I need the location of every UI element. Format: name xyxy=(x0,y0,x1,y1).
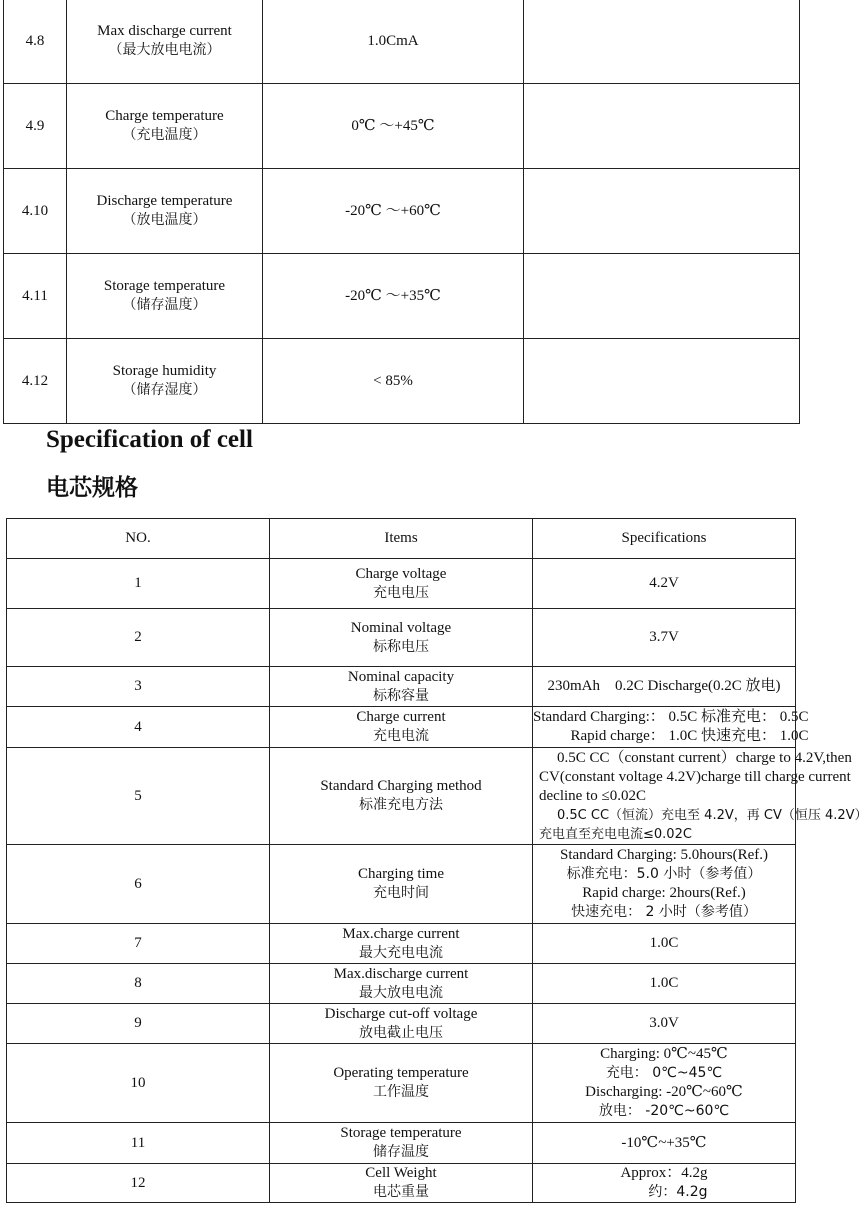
row-number: 8 xyxy=(7,964,270,1004)
section-title-zh: 电芯规格 xyxy=(46,475,138,501)
spec-cell xyxy=(533,845,796,924)
spec-cell: 0℃ ～+45℃ xyxy=(263,84,524,169)
spec-line: 充电直至充电电流≤0.02C xyxy=(539,826,692,842)
spec-line: 4.2V xyxy=(649,575,679,591)
item-zh: 标称电压 xyxy=(373,638,429,655)
item-cell xyxy=(270,667,533,707)
item-cell xyxy=(270,1004,533,1044)
item-cell xyxy=(270,964,533,1004)
table-row xyxy=(7,667,796,707)
table-row xyxy=(7,1123,796,1164)
item-en: Charge voltage xyxy=(355,565,447,582)
spec-line: decline to ≤0.02C xyxy=(539,787,646,804)
item-zh: （储存温度） xyxy=(122,297,207,313)
item-zh: 充电电流 xyxy=(373,728,429,744)
spec-line: Standard Charging:： 0.5C 标准充电： 0.5C xyxy=(533,709,809,725)
spec-line: 0.5C CC（恒流）充电至 4.2V，再 CV（恒压 4.2V） xyxy=(557,807,868,823)
item-cell xyxy=(270,924,533,964)
item-en: Nominal capacity xyxy=(347,668,455,685)
header-specifications: Specifications xyxy=(533,519,796,559)
table-header-row xyxy=(7,519,796,559)
row-number: 11 xyxy=(7,1123,270,1164)
spec-cell: 1.0CmA xyxy=(263,0,524,84)
spec-cell xyxy=(533,1164,796,1203)
spec-line: 1.0C xyxy=(649,975,679,991)
item-cell xyxy=(270,748,533,845)
item-en: Charge current xyxy=(356,709,446,725)
section-title-en: Specification of cell xyxy=(46,426,253,453)
item-en: Storage temperature xyxy=(103,278,226,294)
remark-cell xyxy=(524,0,800,84)
row-number: 5 xyxy=(7,748,270,845)
spec-line: Rapid charge： 1.0C 快速充电： 1.0C xyxy=(570,728,809,744)
item-cell xyxy=(270,1164,533,1203)
row-number: 3 xyxy=(7,667,270,707)
item-cell xyxy=(67,84,263,169)
item-cell xyxy=(270,559,533,609)
table-row xyxy=(4,254,800,339)
table-row xyxy=(7,1164,796,1203)
table-row xyxy=(4,0,800,84)
row-number: 4 xyxy=(7,707,270,748)
item-zh: 电芯重量 xyxy=(373,1184,429,1200)
item-en: Cell Weight xyxy=(365,1165,437,1181)
item-en: Charge temperature xyxy=(105,108,224,124)
item-en: Standard Charging method xyxy=(320,778,482,794)
spec-line: Approx：4.2g xyxy=(620,1165,708,1181)
item-cell xyxy=(270,1123,533,1164)
table-row xyxy=(7,964,796,1004)
table-row xyxy=(7,707,796,748)
item-en: Storage humidity xyxy=(112,363,217,379)
table-row xyxy=(4,84,800,169)
remark-cell xyxy=(524,169,800,254)
spec-line: 3.7V xyxy=(649,629,679,645)
item-cell xyxy=(270,609,533,667)
table-row xyxy=(7,748,796,845)
item-zh: 标准充电方法 xyxy=(359,797,443,813)
item-en: Discharge cut-off voltage xyxy=(324,1005,478,1022)
item-en: Max.charge current xyxy=(342,925,460,942)
spec-line: Rapid charge: 2hours(Ref.) xyxy=(582,885,746,901)
item-en: Max discharge current xyxy=(97,23,232,39)
spec-line: 标准充电：5.0 小时（参考值） xyxy=(566,866,762,882)
row-number: 4.9 xyxy=(4,84,67,169)
item-zh: （最大放电电流） xyxy=(108,42,221,58)
spec-cell xyxy=(533,1044,796,1123)
item-en: Storage temperature xyxy=(340,1125,462,1141)
item-en: Operating temperature xyxy=(333,1065,469,1081)
item-cell xyxy=(270,845,533,924)
spec-line: 约：4.2g xyxy=(648,1184,708,1200)
item-cell xyxy=(270,1044,533,1123)
table-row xyxy=(4,169,800,254)
spec-line: 放电： -20℃~60℃ xyxy=(598,1103,730,1119)
row-number: 12 xyxy=(7,1164,270,1203)
spec-line: 230mAh 0.2C Discharge(0.2C 放电) xyxy=(547,678,781,694)
item-zh: （充电温度） xyxy=(122,127,207,143)
row-number: 2 xyxy=(7,609,270,667)
item-en: Nominal voltage xyxy=(350,619,452,636)
spec-cell: -20℃ ～+35℃ xyxy=(263,254,524,339)
row-number: 9 xyxy=(7,1004,270,1044)
spec-cell: < 85% xyxy=(263,339,524,424)
spec-cell xyxy=(533,609,796,667)
spec-line: 0.5C CC（constant current）charge to 4.2V,then xyxy=(557,749,852,766)
item-zh: （放电温度） xyxy=(122,212,207,228)
spec-cell xyxy=(533,1004,796,1044)
spec-cell xyxy=(533,707,809,748)
table-row xyxy=(7,559,796,609)
spec-line: 充电： 0℃~45℃ xyxy=(605,1065,723,1081)
header-items: Items xyxy=(270,519,533,559)
header-no: NO. xyxy=(7,519,270,559)
table-row xyxy=(7,1044,796,1123)
cell-spec-table xyxy=(6,518,868,1203)
item-en: Max.discharge current xyxy=(333,965,469,982)
remark-cell xyxy=(524,254,800,339)
row-number: 6 xyxy=(7,845,270,924)
item-en: Discharge temperature xyxy=(96,193,233,209)
row-number: 1 xyxy=(7,559,270,609)
remark-cell xyxy=(524,84,800,169)
table-row xyxy=(7,609,796,667)
spec-line: Standard Charging: 5.0hours(Ref.) xyxy=(559,847,769,863)
spec-cell xyxy=(533,1123,796,1164)
spec-line: CV(constant voltage 4.2V)charge till charge current xyxy=(539,768,851,785)
item-zh: 储存温度 xyxy=(373,1144,429,1160)
item-zh: （储存湿度） xyxy=(122,382,207,398)
spec-cell xyxy=(533,559,796,609)
spec-cell xyxy=(533,748,868,845)
spec-cell: -20℃ ～+60℃ xyxy=(263,169,524,254)
item-zh: 标称容量 xyxy=(373,687,429,704)
row-number: 4.12 xyxy=(4,339,67,424)
item-zh: 最大放电电流 xyxy=(359,984,443,1001)
item-zh: 放电截止电压 xyxy=(359,1024,443,1041)
row-number: 4.11 xyxy=(4,254,67,339)
item-cell xyxy=(67,0,263,84)
remark-cell xyxy=(524,339,800,424)
spec-cell xyxy=(533,924,796,964)
spec-line: 3.0V xyxy=(649,1015,679,1031)
row-number: 4.8 xyxy=(4,0,67,84)
item-zh: 工作温度 xyxy=(373,1084,429,1100)
table-row xyxy=(7,1004,796,1044)
spec-line: Discharging: -20℃~60℃ xyxy=(585,1084,743,1100)
item-zh: 充电时间 xyxy=(373,885,429,901)
row-number: 10 xyxy=(7,1044,270,1123)
item-en: Charging time xyxy=(358,866,444,882)
item-zh: 充电电压 xyxy=(373,584,429,601)
spec-cell xyxy=(533,667,796,707)
spec-line: Charging: 0℃~45℃ xyxy=(600,1046,728,1062)
item-cell xyxy=(67,254,263,339)
item-zh: 最大充电电流 xyxy=(359,944,443,961)
item-cell xyxy=(67,339,263,424)
item-cell xyxy=(270,707,533,748)
continued-spec-table xyxy=(3,0,800,424)
table-row xyxy=(4,339,800,424)
spec-cell xyxy=(533,964,796,1004)
table-row xyxy=(7,924,796,964)
spec-line: 快速充电： 2 小时（参考值） xyxy=(571,904,757,920)
spec-line: -10℃~+35℃ xyxy=(621,1134,707,1151)
table-row xyxy=(7,845,796,924)
row-number: 4.10 xyxy=(4,169,67,254)
item-cell xyxy=(67,169,263,254)
spec-line: 1.0C xyxy=(649,935,679,951)
row-number: 7 xyxy=(7,924,270,964)
